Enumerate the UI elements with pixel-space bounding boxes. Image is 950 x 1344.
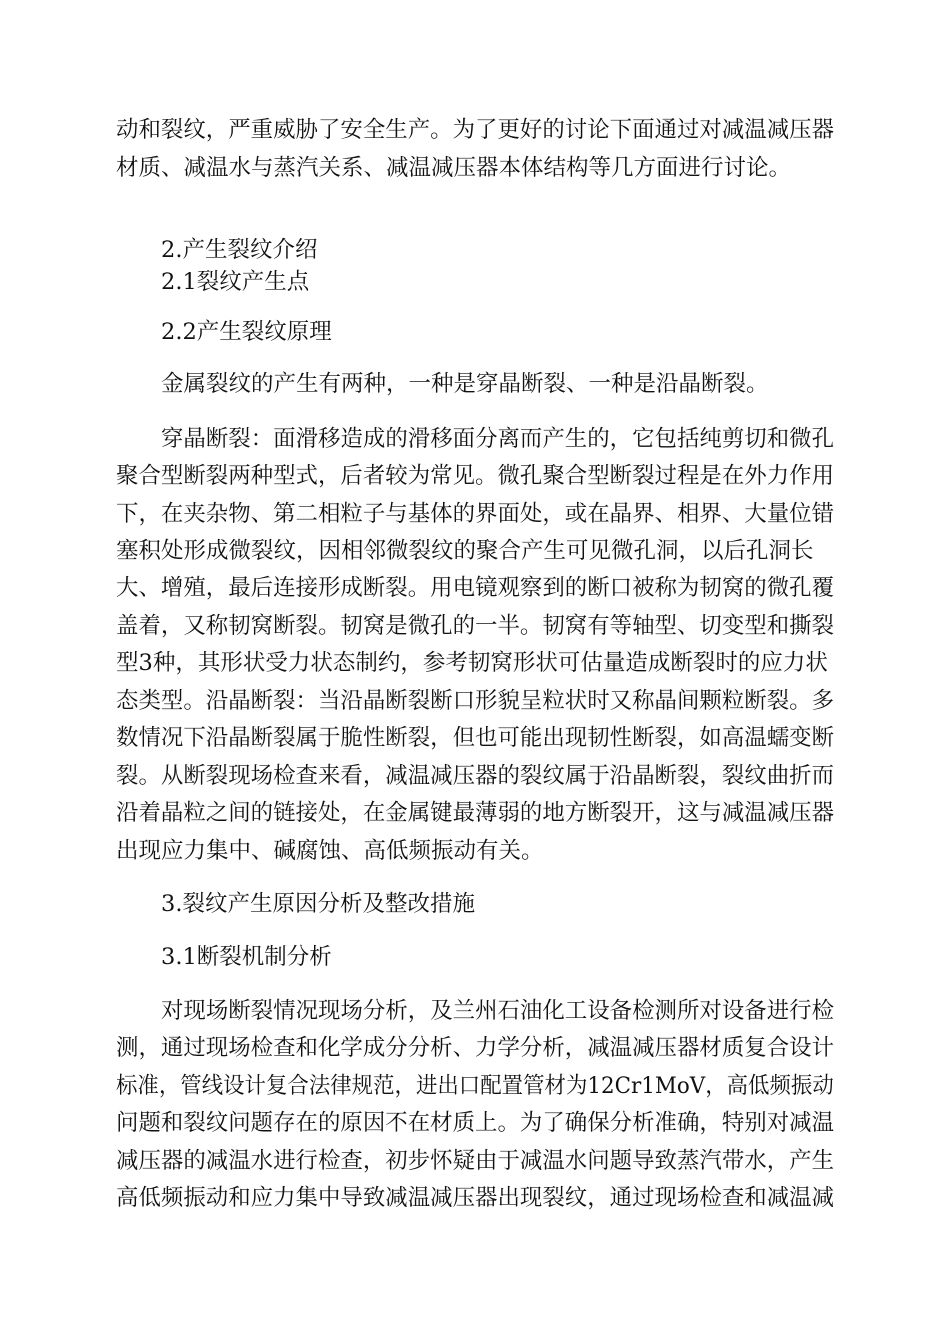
body-text-line: 穿晶断裂：面滑移造成的滑移面分离而产生的，它包括纯剪切和微孔 <box>161 426 835 452</box>
body-text-line: 对现场断裂情况现场分析，及兰州石油化工设备检测所对设备进行检 <box>161 998 835 1024</box>
body-text-line: 盖着，又称韧窝断裂。韧窝是微孔的一半。韧窝有等轴型、切变型和撕裂 <box>116 613 835 639</box>
body-text-line: 态类型。沿晶断裂：当沿晶断裂断口形貌呈粒状时又称晶间颗粒断裂。多 <box>116 688 835 714</box>
body-text-line: 塞积处形成微裂纹，因相邻微裂纹的聚合产生可见微孔洞，以后孔洞长 <box>116 538 814 564</box>
subsection-heading: 2.1裂纹产生点 <box>161 269 310 295</box>
body-text-line: 标准，管线设计复合法律规范，进出口配置管材为12Cr1MoV，高低频振动 <box>116 1073 834 1099</box>
subsection-heading: 3.1断裂机制分析 <box>161 944 332 970</box>
section-heading: 2.产生裂纹介绍 <box>161 237 318 263</box>
body-text-line: 聚合型断裂两种型式，后者较为常见。微孔聚合型断裂过程是在外力作用 <box>116 463 835 489</box>
body-text-line: 沿着晶粒之间的链接处，在金属键最薄弱的地方断裂开，这与减温减压器 <box>116 800 835 826</box>
body-text-line: 动和裂纹，严重威胁了安全生产。为了更好的讨论下面通过对减温减压器 <box>116 117 835 143</box>
body-text-line: 测，通过现场检查和化学成分分析、力学分析，减温减压器材质复合设计 <box>116 1035 835 1061</box>
body-text-line: 材质、减温水与蒸汽关系、减温减压器本体结构等几方面进行讨论。 <box>116 155 792 181</box>
body-text-line: 大、增殖，最后连接形成断裂。用电镜观察到的断口被称为韧窝的微孔覆 <box>116 575 835 601</box>
section-heading: 3.裂纹产生原因分析及整改措施 <box>161 891 475 917</box>
body-text-line: 出现应力集中、碱腐蚀、高低频振动有关。 <box>116 838 544 864</box>
body-text-line: 减压器的减温水进行检查，初步怀疑由于减温水问题导致蒸汽带水，产生 <box>116 1148 835 1174</box>
body-text-line: 下，在夹杂物、第二相粒子与基体的界面处，或在晶界、相界、大量位错 <box>116 501 835 527</box>
subsection-heading: 2.2产生裂纹原理 <box>161 319 332 345</box>
body-text-line: 型3种，其形状受力状态制约，参考韧窝形状可估量造成断裂时的应力状 <box>116 650 828 676</box>
body-text-line: 数情况下沿晶断裂属于脆性断裂，但也可能出现韧性断裂，如高温蠕变断 <box>116 725 835 751</box>
body-text-line: 高低频振动和应力集中导致减温减压器出现裂纹，通过现场检查和减温减 <box>116 1185 835 1211</box>
body-text-line: 问题和裂纹问题存在的原因不在材质上。为了确保分析准确，特别对减温 <box>116 1110 835 1136</box>
body-text-line: 金属裂纹的产生有两种，一种是穿晶断裂、一种是沿晶断裂。 <box>161 371 769 397</box>
body-text-line: 裂。从断裂现场检查来看，减温减压器的裂纹属于沿晶断裂，裂纹曲折而 <box>116 763 835 789</box>
